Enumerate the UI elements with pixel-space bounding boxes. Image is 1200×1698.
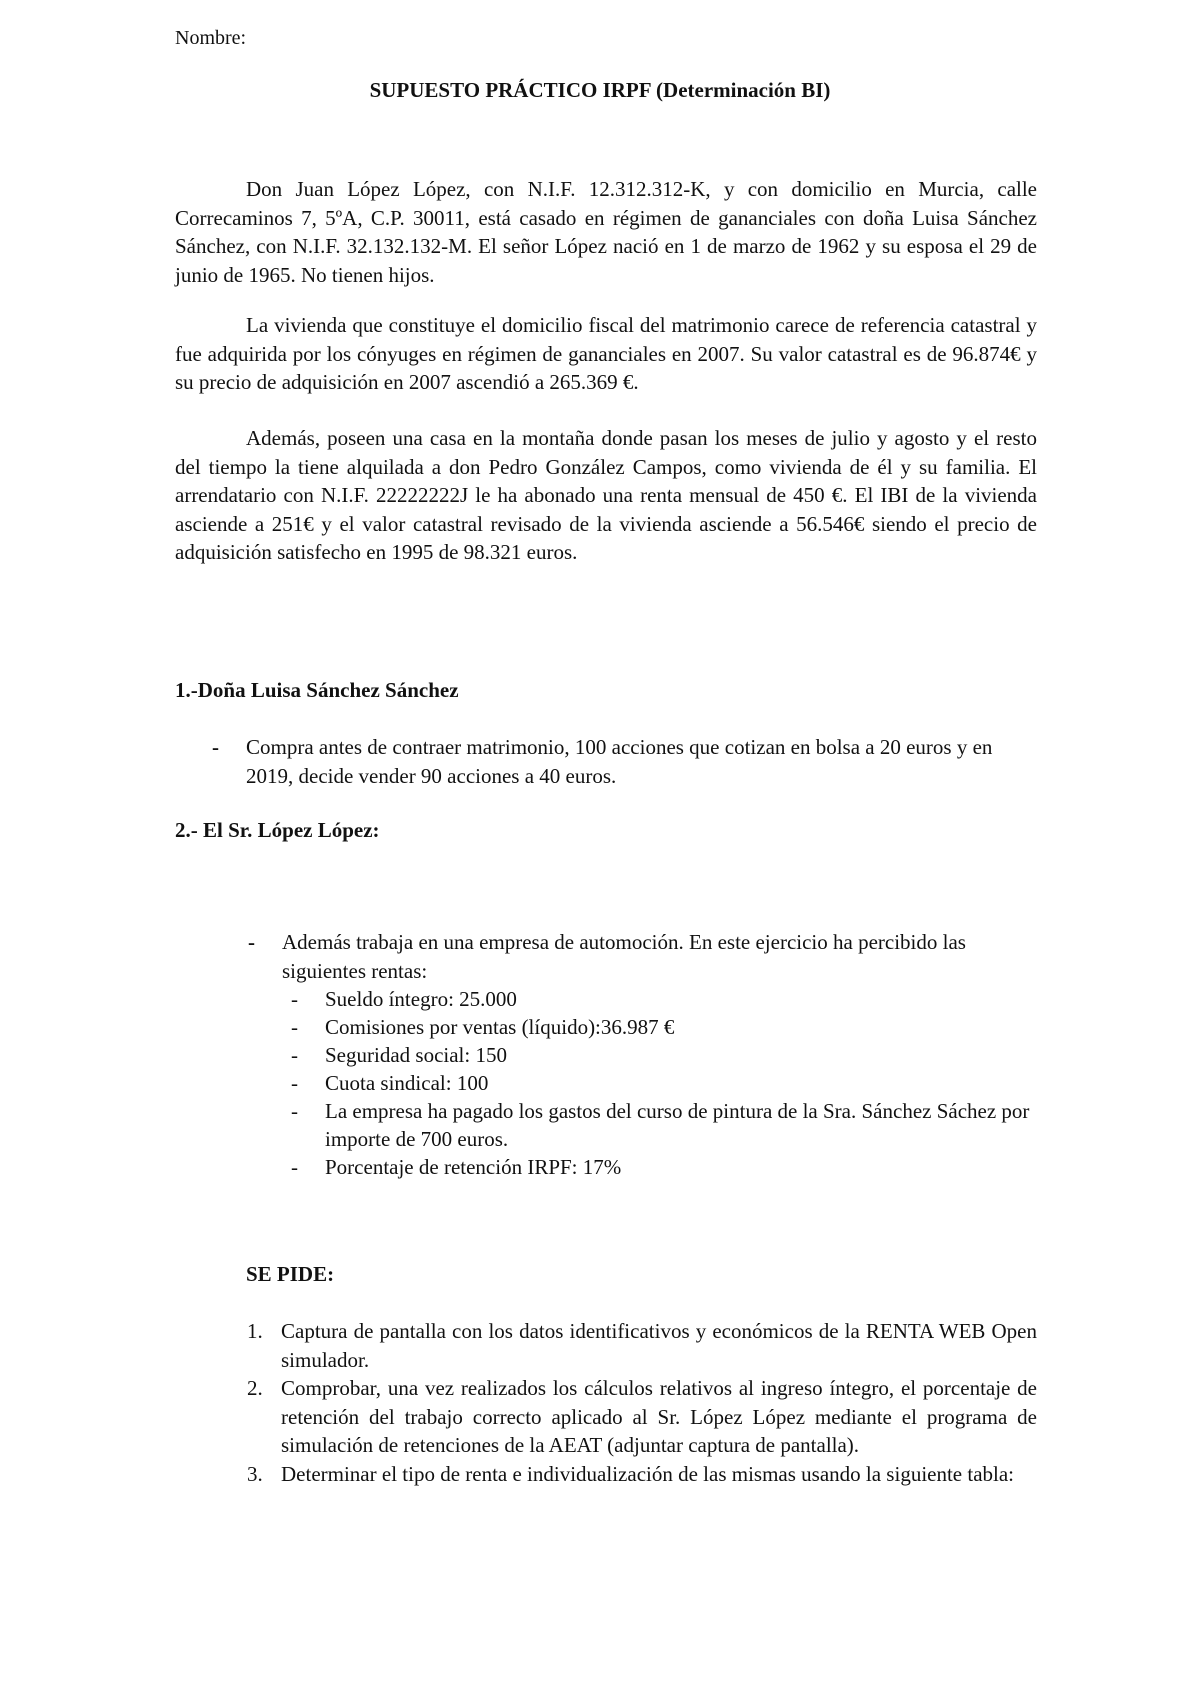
dash-marker: - xyxy=(291,987,298,1011)
income-list xyxy=(291,985,1037,1181)
dash-marker: - xyxy=(291,1043,298,1067)
dash-marker: - xyxy=(291,1071,298,1095)
dash-marker: - xyxy=(248,930,255,954)
list-item xyxy=(247,1317,1037,1374)
list-item xyxy=(291,1013,1037,1041)
list-item-text: Cuota sindical: 100 xyxy=(325,1071,489,1095)
dash-marker: - xyxy=(212,735,219,759)
section-2-item xyxy=(248,928,1000,985)
list-item xyxy=(247,1374,1037,1460)
requirements-heading: SE PIDE: xyxy=(246,1262,335,1286)
list-item-text: Comprobar, una vez realizados los cálculos relativos al ingreso íntegro, el porcentaje de retención del trabajo correcto aplicado al Sr. López López mediante el programa de simulación de retenciones de la AEAT (adjuntar captura de pantalla). xyxy=(281,1376,1037,1457)
section-1-heading: 1.-Doña Luisa Sánchez Sánchez xyxy=(175,678,459,702)
list-item xyxy=(247,1460,1037,1489)
dash-marker: - xyxy=(291,1015,298,1039)
section-1-item xyxy=(212,733,1037,790)
list-item xyxy=(291,1041,1037,1069)
list-item-text: Sueldo íntegro: 25.000 xyxy=(325,987,517,1011)
list-item-text: Determinar el tipo de renta e individualización de las mismas usando la siguiente tabla: xyxy=(281,1461,1015,1486)
list-item-text: La empresa ha pagado los gastos del curso de pintura de la Sra. Sánchez Sáchez por importe de 700 euros. xyxy=(325,1099,1030,1151)
list-item xyxy=(291,1069,1037,1097)
section-2-heading: 2.- El Sr. López López: xyxy=(175,818,380,842)
list-number: 2. xyxy=(247,1376,263,1400)
list-item xyxy=(291,1097,1037,1153)
section-2-item-text: Además trabaja en una empresa de automoción. En este ejercicio ha percibido las siguientes rentas: xyxy=(282,930,966,983)
name-label: Nombre: xyxy=(175,27,247,49)
section-1-item-text: Compra antes de contraer matrimonio, 100 acciones que cotizan en bolsa a 20 euros y en 2019, decide vender 90 acciones a 40 euros. xyxy=(246,735,993,788)
page-title: SUPUESTO PRÁCTICO IRPF (Determinación BI) xyxy=(369,78,831,102)
list-number: 1. xyxy=(247,1319,263,1343)
list-item-text: Captura de pantalla con los datos identificativos y económicos de la RENTA WEB Open simulador. xyxy=(281,1319,1037,1372)
list-item-text: Seguridad social: 150 xyxy=(325,1043,507,1067)
intro-paragraph-2: La vivienda que constituye el domicilio fiscal del matrimonio carece de referencia catastral y fue adquirida por los cónyuges en régimen de gananciales en 2007. Su valor catastral es de 96.874€ y su precio de adquisición en 2007 ascendió a 265.369 €. xyxy=(175,313,1037,394)
dash-marker: - xyxy=(291,1099,298,1123)
list-item xyxy=(291,1153,1037,1181)
list-number: 3. xyxy=(247,1461,263,1486)
list-item-text: Comisiones por ventas (líquido):36.987 € xyxy=(325,1015,675,1039)
list-item xyxy=(291,985,1037,1013)
dash-marker: - xyxy=(291,1155,298,1179)
intro-paragraph-3: Además, poseen una casa en la montaña donde pasan los meses de julio y agosto y el resto del tiempo la tiene alquilada a don Pedro González Campos, como vivienda de él y su familia. El arrendatario con N.I.F. 22222222J le ha abonado una renta mensual de 450 €. El IBI de la vivienda asciende a 251€ y el valor catastral revisado de la vivienda asciende a 56.546€ siendo el precio de adquisición satisfecho en 1995 de 98.321 euros. xyxy=(175,426,1037,564)
list-item-text: Porcentaje de retención IRPF: 17% xyxy=(325,1155,622,1179)
intro-paragraph-1: Don Juan López López, con N.I.F. 12.312.312-K, y con domicilio en Murcia, calle Correcaminos 7, 5ºA, C.P. 30011, está casado en régimen de gananciales con doña Luisa Sánchez Sánchez, con N.I.F. 32.132.132-M. El señor López nació en 1 de marzo de 1962 y su esposa el 29 de junio de 1965. No tienen hijos. xyxy=(175,177,1037,287)
requirements-list xyxy=(247,1317,1037,1488)
